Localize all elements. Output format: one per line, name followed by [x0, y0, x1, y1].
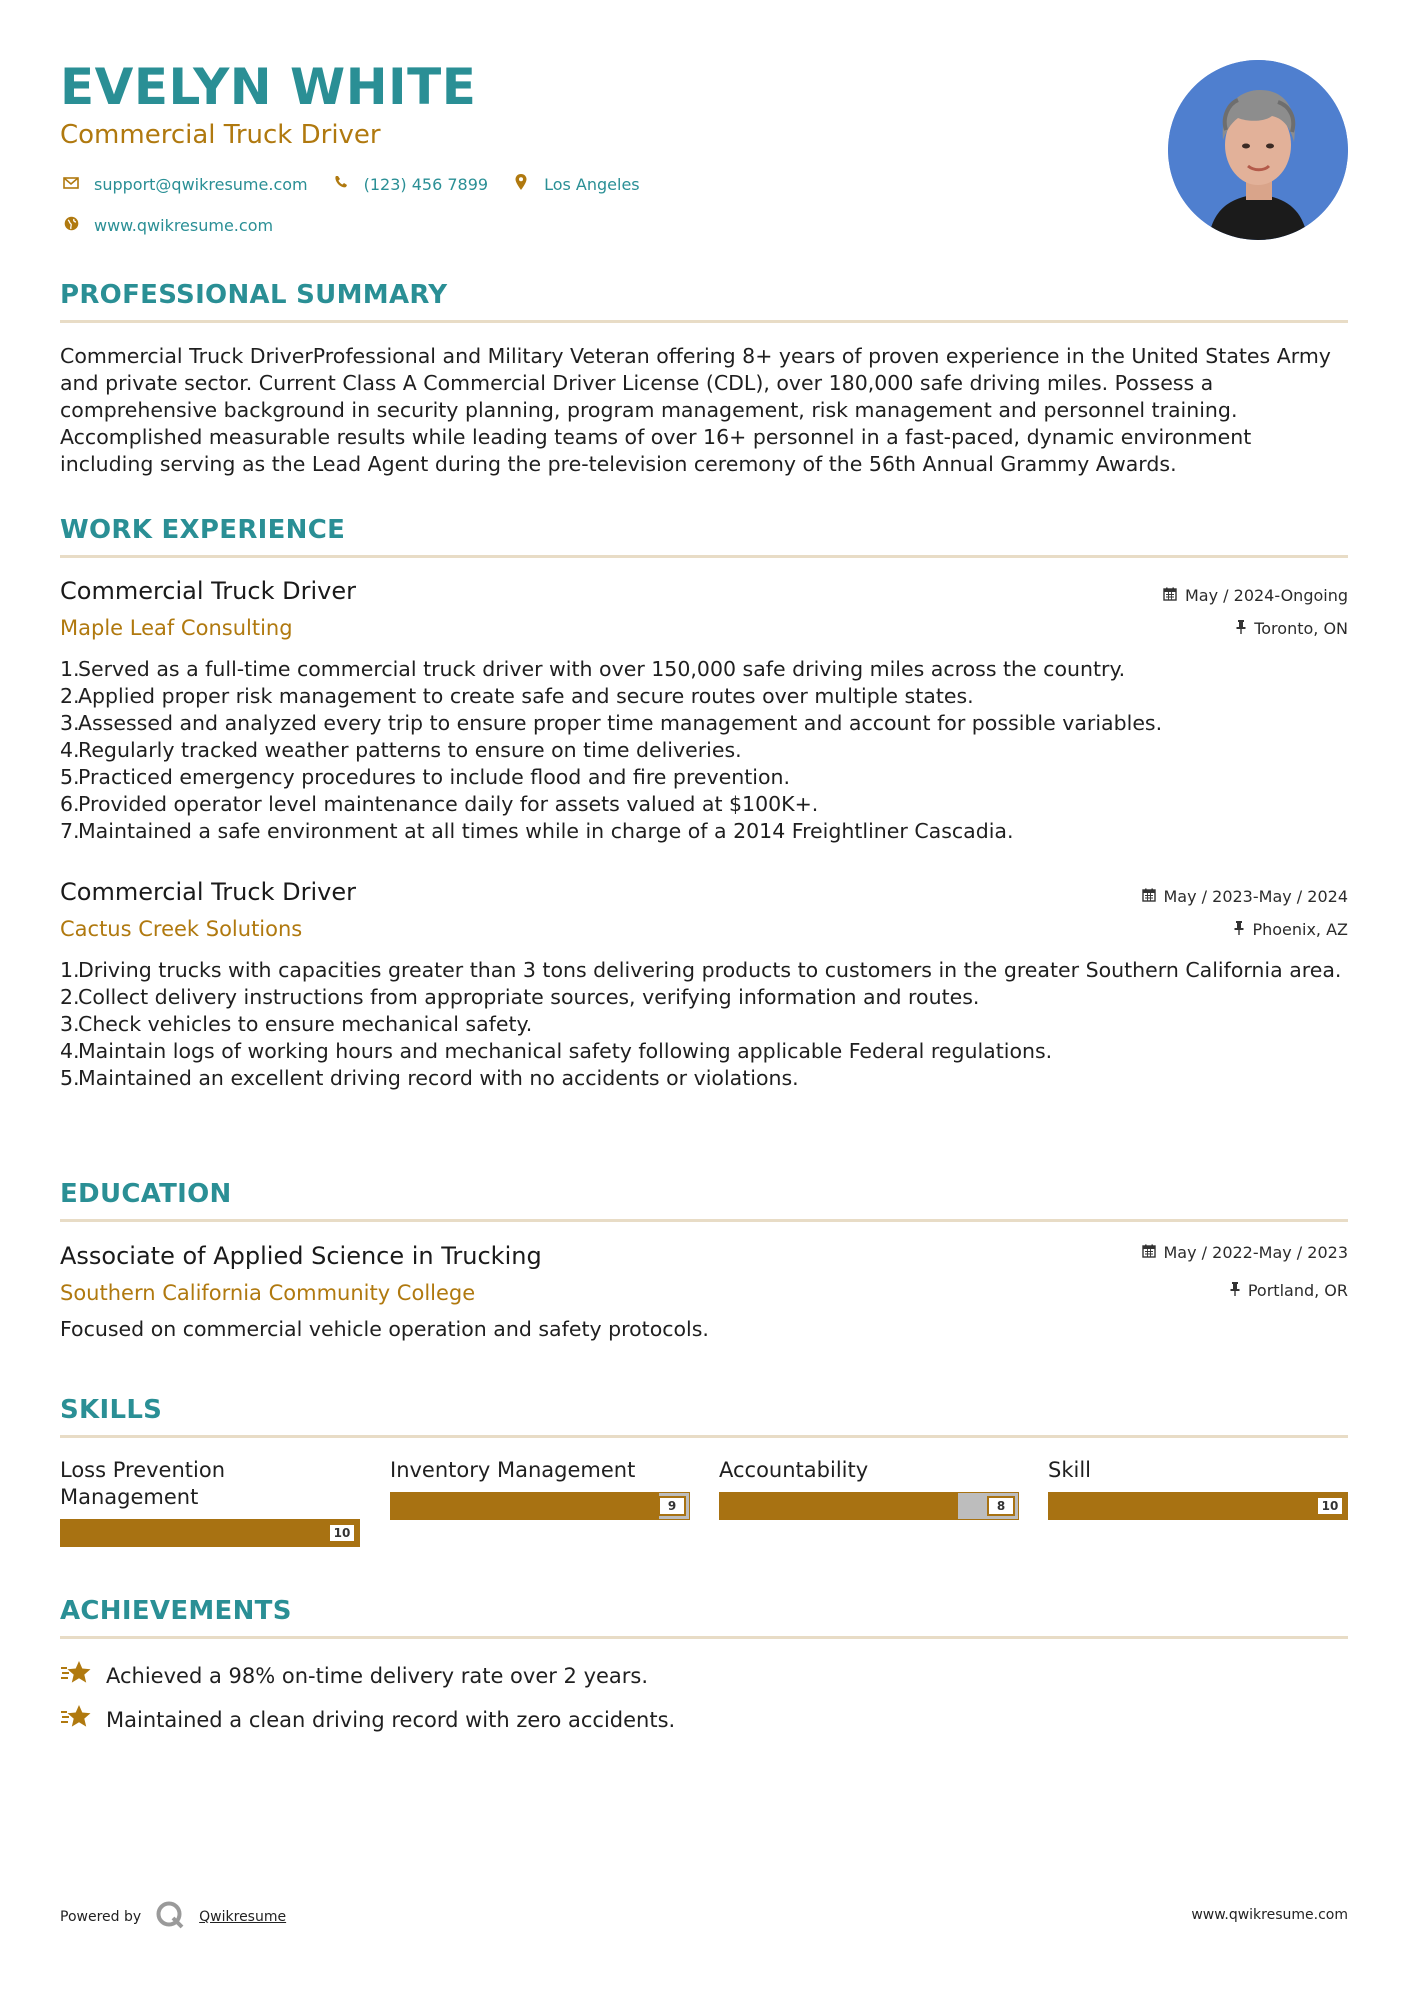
website-row — [60, 216, 295, 235]
list-item: 1. Served as a full-time commercial truck driver with over 150,000 safe driving miles across the country. — [60, 657, 1126, 681]
phone-icon — [330, 175, 352, 193]
job-location — [1234, 920, 1348, 939]
skill-item — [390, 1457, 690, 1520]
qwikresume-logo-icon — [155, 1900, 185, 1934]
globe-icon — [60, 216, 82, 235]
powered-by-label: Powered by — [60, 1909, 142, 1925]
skill-name: Inventory Management — [390, 1458, 636, 1482]
profile-photo — [1168, 60, 1348, 240]
pushpin-icon — [1234, 921, 1244, 939]
list-item: 2. Collect delivery instructions from appropriate sources, verifying information and routes. — [60, 985, 980, 1009]
envelope-icon — [60, 175, 82, 193]
skill-bar-fill — [720, 1493, 958, 1519]
pushpin-icon — [1236, 620, 1246, 638]
section-divider — [60, 555, 1348, 558]
education-description: Focused on commercial vehicle operation and safety protocols. — [60, 1317, 709, 1341]
list-item: 4. Regularly tracked weather patterns to ensure on time deliveries. — [60, 738, 742, 762]
section-divider — [60, 1636, 1348, 1639]
candidate-name: EVELYN WHITE — [60, 58, 477, 116]
skill-bar — [60, 1519, 360, 1547]
skill-item — [60, 1457, 360, 1547]
skill-score: 9 — [658, 1496, 686, 1516]
job-dates — [1142, 887, 1349, 906]
location-text: Los Angeles — [544, 174, 640, 194]
school-name: Southern California Community College — [60, 1281, 476, 1305]
skill-score: 8 — [987, 1496, 1015, 1516]
pushpin-icon — [1230, 1282, 1240, 1300]
job-duties-list — [60, 656, 1350, 845]
job-duties-list — [60, 957, 1350, 1092]
achievements-heading: ACHIEVEMENTS — [60, 1596, 292, 1626]
calendar-icon — [1142, 1244, 1156, 1262]
skill-item — [719, 1457, 1019, 1520]
education-dates — [1142, 1243, 1349, 1262]
job-dates-text: May / 2024-Ongoing — [1185, 586, 1348, 605]
list-item: 4. Maintain logs of working hours and mechanical safety following applicable Federal regulations. — [60, 1039, 1053, 1063]
job-dates — [1163, 586, 1348, 605]
job-title: Commercial Truck Driver — [60, 878, 356, 906]
skill-name: Loss Prevention Management — [60, 1458, 226, 1509]
skill-bar — [390, 1492, 690, 1520]
section-divider — [60, 1219, 1348, 1222]
contact-row — [60, 174, 662, 194]
achievement-text: Maintained a clean driving record with zero accidents. — [106, 1707, 676, 1732]
achievement-text: Achieved a 98% on-time delivery rate over 2 years. — [106, 1663, 649, 1688]
education-dates-text: May / 2022-May / 2023 — [1163, 1243, 1348, 1262]
skill-bar — [1048, 1492, 1348, 1520]
star-icon — [60, 1659, 94, 1692]
section-divider — [60, 1435, 1348, 1438]
skills-heading: SKILLS — [60, 1395, 163, 1425]
job-location — [1236, 619, 1348, 638]
skill-name: Accountability — [719, 1458, 869, 1482]
skill-bar — [719, 1492, 1019, 1520]
degree-title: Associate of Applied Science in Trucking — [60, 1242, 542, 1270]
phone-number[interactable]: (123) 456 7899 — [363, 174, 489, 194]
qwikresume-link[interactable]: Qwikresume — [199, 1909, 287, 1925]
skill-bar-fill — [1049, 1493, 1347, 1519]
summary-heading: PROFESSIONAL SUMMARY — [60, 280, 448, 310]
skill-score: 10 — [1316, 1496, 1344, 1516]
job-dates-text: May / 2023-May / 2024 — [1163, 887, 1348, 906]
skill-score: 10 — [328, 1523, 356, 1543]
achievement-item — [60, 1659, 648, 1692]
summary-text: Commercial Truck DriverProfessional and Military Veteran offering 8+ years of proven experience in the United States Army and private sector. Current Class A Commercial Driver License (CDL), over 180,000 safe driving miles. Possess a comprehensive background in security planning, program management, risk management and personnel training. Accomplished measurable results while leading teams of over 16+ personnel in a fast-paced, dynamic environment including serving as the Lead Agent during the pre-television ceremony of the 56th Annual Grammy Awards. — [60, 344, 1331, 476]
list-item: 1. Driving trucks with capacities greater than 3 tons delivering products to customers in the greater Southern California area. — [60, 958, 1342, 982]
map-pin-icon — [510, 174, 532, 194]
footer-website[interactable]: www.qwikresume.com — [1191, 1907, 1348, 1923]
footer-brand — [60, 1900, 286, 1934]
education-location-text: Portland, OR — [1247, 1281, 1348, 1300]
email-link[interactable]: support@qwikresume.com — [94, 174, 308, 194]
website-link[interactable]: www.qwikresume.com — [94, 216, 274, 235]
calendar-icon — [1163, 587, 1177, 605]
company-name: Maple Leaf Consulting — [60, 616, 293, 640]
list-item: 3. Check vehicles to ensure mechanical safety. — [60, 1012, 533, 1036]
skill-name: Skill — [1048, 1458, 1091, 1482]
star-icon — [60, 1703, 94, 1736]
achievement-item — [60, 1703, 675, 1736]
list-item: 3. Assessed and analyzed every trip to ensure proper time management and account for possible variables. — [60, 711, 1163, 735]
candidate-title: Commercial Truck Driver — [60, 120, 381, 150]
section-divider — [60, 320, 1348, 323]
list-item: 2. Applied proper risk management to create safe and secure routes over multiple states. — [60, 684, 974, 708]
job-location-text: Toronto, ON — [1254, 619, 1348, 638]
job-title: Commercial Truck Driver — [60, 577, 356, 605]
education-location — [1230, 1281, 1348, 1300]
skill-bar-fill — [391, 1493, 659, 1519]
skill-item — [1048, 1457, 1348, 1520]
calendar-icon — [1142, 888, 1156, 906]
education-heading: EDUCATION — [60, 1179, 232, 1209]
list-item: 5. Maintained an excellent driving record with no accidents or violations. — [60, 1066, 799, 1090]
company-name: Cactus Creek Solutions — [60, 917, 303, 941]
list-item: 6. Provided operator level maintenance daily for assets valued at $100K+. — [60, 792, 819, 816]
skill-bar-fill — [61, 1520, 359, 1546]
experience-heading: WORK EXPERIENCE — [60, 515, 346, 545]
list-item: 7. Maintained a safe environment at all times while in charge of a 2014 Freightliner Cascadia. — [60, 819, 1014, 843]
job-location-text: Phoenix, AZ — [1252, 920, 1348, 939]
list-item: 5. Practiced emergency procedures to include flood and fire prevention. — [60, 765, 791, 789]
